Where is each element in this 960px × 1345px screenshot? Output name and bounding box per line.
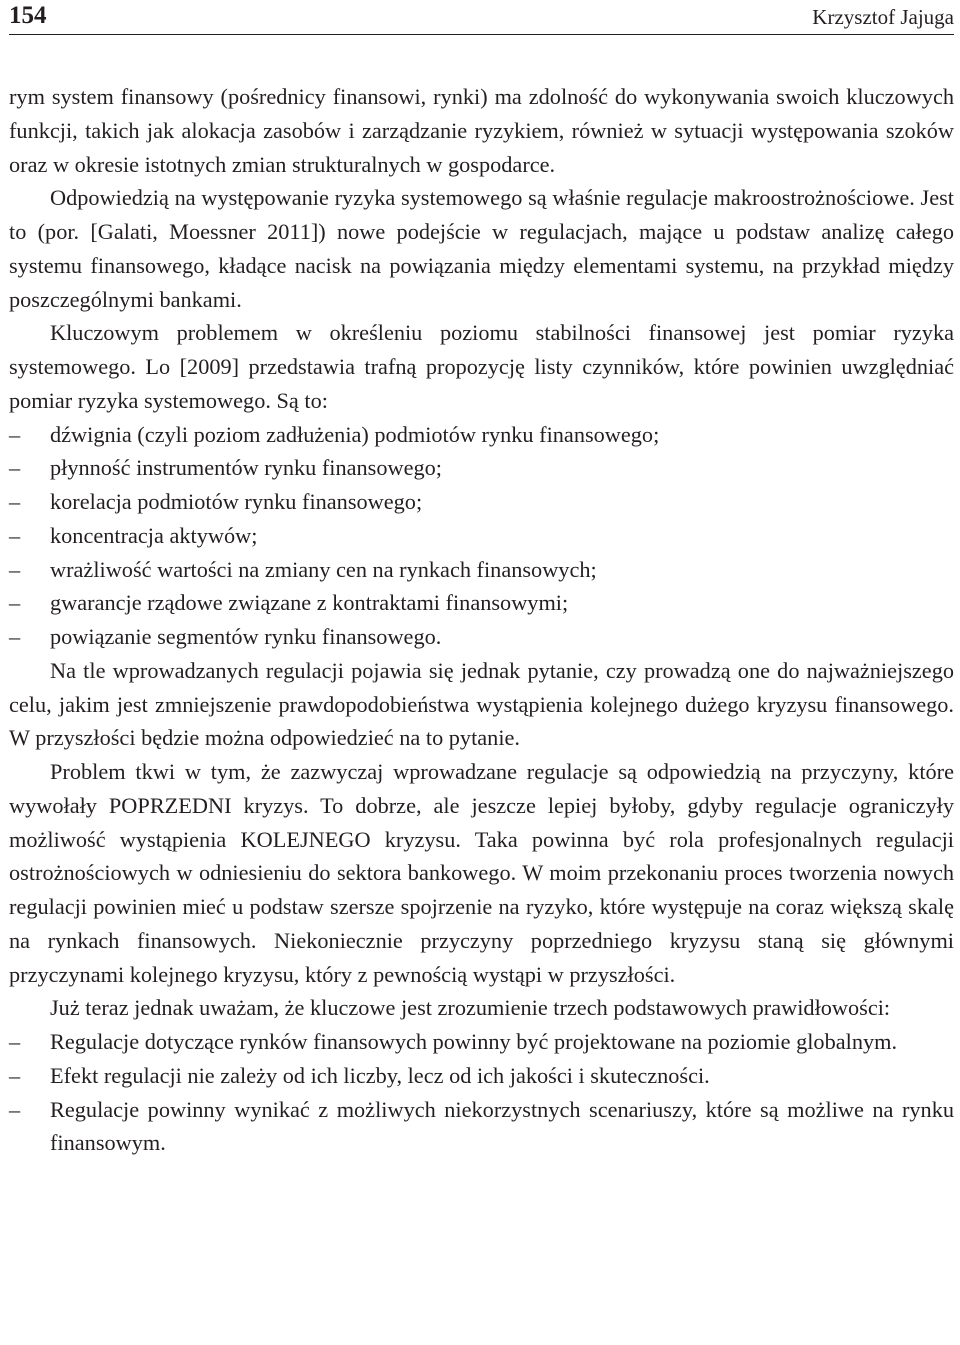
- paragraph-continuation: rym system finansowy (pośrednicy finansowi, rynki) ma zdolność do wykonywania swoich kluczowych funkcji, takich jak alokacja zasobów i zarządzanie ryzykiem, również w sytuacji występowania szoków oraz w okresie istotnych zmian strukturalnych w gospodarce.: [9, 84, 954, 177]
- dash-bullet: [9, 418, 41, 452]
- list-item-text: Efekt regulacji nie zależy od ich liczby, lecz od ich jakości i skuteczności.: [50, 1062, 710, 1088]
- running-head: [9, 0, 954, 35]
- list-item-text: Regulacje powinny wynikać z możliwych niekorzystnych scenariuszy, które są możliwe na rynku finansowym.: [50, 1096, 954, 1156]
- dash-bullet: [9, 586, 41, 620]
- list-item: [9, 553, 954, 587]
- list-item: [9, 485, 954, 519]
- paragraph-regulation-question: Na tle wprowadzanych regulacji pojawia się jednak pytanie, czy prowadzą one do najważniejszego celu, jakim jest zmniejszenie prawdopodobieństwa wystąpienia kolejnego dużego kryzysu finansowego. W przyszłości będzie można odpowiedzieć na to pytanie.: [9, 657, 954, 751]
- page-number: 154: [9, 2, 47, 29]
- paragraph-systemic-risk: Kluczowym problemem w określeniu poziomu stabilności finansowej jest pomiar ryzyka systemowego. Lo [2009] przedstawia trafną propozycję listy czynników, które powinien uwzględniać pomiar ryzyka systemowego. Są to:: [9, 320, 954, 413]
- principles-list: [9, 1025, 954, 1160]
- list-item-text: dźwignia (czyli poziom zadłużenia) podmiotów rynku finansowego;: [50, 421, 660, 447]
- systemic-risk-factors-list: [9, 418, 954, 654]
- running-head-author: Krzysztof Jajuga: [812, 5, 954, 29]
- paragraph-problem: Problem tkwi w tym, że zazwyczaj wprowadzane regulacje są odpowiedzią na przyczyny, które wywołały POPRZEDNI kryzys. To dobrze, ale jeszcze lepiej byłoby, gdyby regulacje ograniczyły możliwość wystąpienia KOLEJNEGO kryzysu. Taka powinna być rola profesjonalnych regulacji ostrożnościowych w odniesieniu do sektora bankowego. W moim przekonaniu proces tworzenia nowych regulacji powinien mieć u podstaw szersze spojrzenie na ryzyko, które występuje na coraz większą skalę na rynkach finansowych. Niekoniecznie przyczyny poprzedniego kryzysu staną się głównymi przyczynami kolejnego kryzysu, który z pewnością wystąpi w przyszłości.: [9, 759, 954, 987]
- list-item-text: płynność instrumentów rynku finansowego;: [50, 455, 443, 481]
- dash-bullet: [9, 451, 41, 485]
- book-page: [9, 0, 954, 1160]
- list-item-text: wrażliwość wartości na zmiany cen na rynkach finansowych;: [50, 556, 597, 582]
- list-item-text: Regulacje dotyczące rynków finansowych powinny być projektowane na poziomie globalnym.: [50, 1029, 898, 1054]
- dash-bullet: [9, 1059, 41, 1093]
- list-item-text: gwarancje rządowe związane z kontraktami finansowymi;: [50, 590, 569, 616]
- list-item: [9, 519, 954, 553]
- dash-bullet: [9, 485, 41, 519]
- list-item-text: koncentracja aktywów;: [50, 522, 258, 548]
- list-item-text: korelacja podmiotów rynku finansowego;: [50, 489, 423, 514]
- dash-bullet: [9, 620, 41, 654]
- dash-bullet: [9, 553, 41, 587]
- list-item: [9, 586, 954, 620]
- dash-bullet: [9, 1093, 41, 1127]
- body-text: [9, 80, 954, 1160]
- list-item: [9, 1093, 954, 1161]
- list-item: [9, 620, 954, 654]
- dash-bullet: [9, 519, 41, 553]
- list-item-text: powiązanie segmentów rynku finansowego.: [50, 624, 442, 649]
- paragraph-macroprudential: Odpowiedzią na występowanie ryzyka systemowego są właśnie regulacje makroostrożnościowe. Jest to (por. [Galati, Moessner 2011]) nowe podejście w regulacjach, mające u podstaw analizę całego systemu finansowego, kładące nacisk na powiązania między elementami systemu, na przykład między poszczególnymi bankami.: [9, 185, 954, 312]
- paragraph-principles-intro: Już teraz jednak uważam, że kluczowe jest zrozumienie trzech podstawowych prawidłowości:: [50, 995, 891, 1021]
- dash-bullet: [9, 1025, 41, 1059]
- list-item: [9, 1059, 954, 1093]
- list-item: [9, 1025, 954, 1059]
- list-item: [9, 451, 954, 485]
- list-item: [9, 418, 954, 452]
